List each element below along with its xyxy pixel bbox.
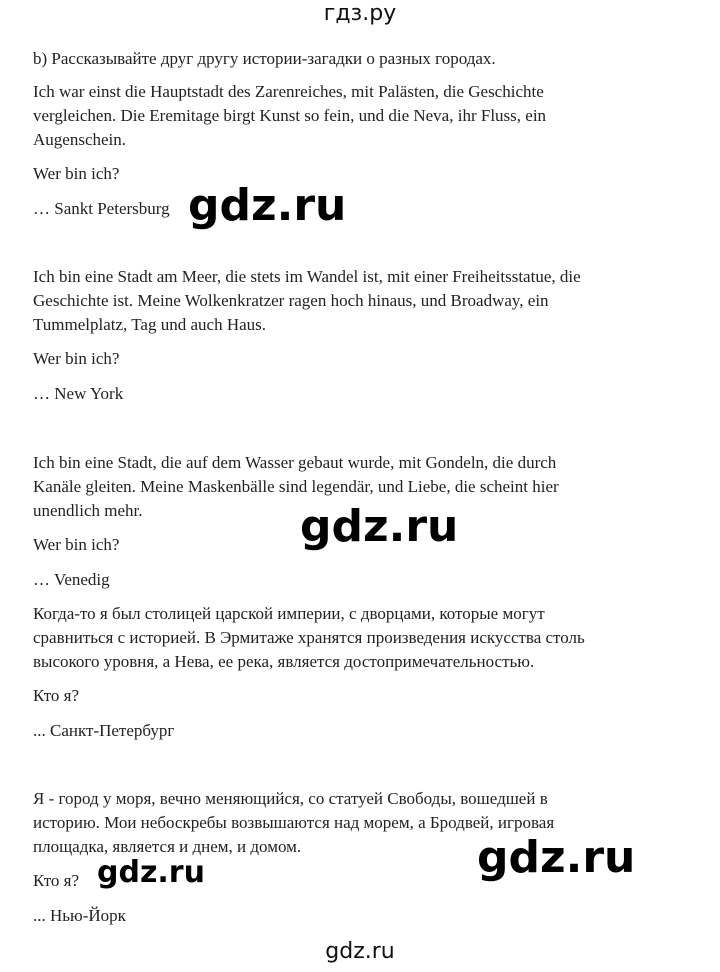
riddle-line: Kanäle gleiten. Meine Maskenbälle sind legendär, und Liebe, die scheint hier	[33, 477, 559, 496]
task-label: b) Рассказывайте друг другу истории-загадки о разных городах.	[33, 49, 496, 68]
site-footer: gdz.ru	[325, 939, 395, 964]
watermark: gdz.ru	[477, 832, 636, 883]
riddle-answer: ... Санкт-Петербург	[33, 721, 175, 740]
riddle-question: Wer bin ich?	[33, 535, 120, 554]
riddle-line: Ich bin eine Stadt, die auf dem Wasser gebaut wurde, mit Gondeln, die durch	[33, 453, 557, 472]
riddle-answer: … Venedig	[33, 570, 110, 589]
riddle-line: Когда-то я был столицей царской империи, с дворцами, которые могут	[33, 604, 545, 623]
riddle-line: сравниться с историей. В Эрмитаже хранятся произведения искусства столь	[33, 628, 585, 647]
riddle-line: Ich bin eine Stadt am Meer, die stets im Wandel ist, mit einer Freiheitsstatue, die	[33, 267, 581, 286]
riddle-question: Кто я?	[33, 686, 80, 705]
riddle-line: историю. Мои небоскребы возвышаются над морем, а Бродвей, игровая	[33, 813, 555, 832]
riddle-line: Я - город у моря, вечно меняющийся, со статуей Свободы, вошедшей в	[33, 789, 548, 808]
riddle-question: Wer bin ich?	[33, 164, 120, 183]
riddle-line: площадка, является и днем, и домом.	[33, 837, 302, 856]
riddle-line: Ich war einst die Hauptstadt des Zarenreiches, mit Palästen, die Geschichte	[33, 82, 544, 101]
riddle-answer: … Sankt Petersburg	[33, 199, 170, 218]
site-header: гдз.ру	[323, 1, 397, 26]
watermark: gdz.ru	[300, 501, 459, 552]
riddle-line: vergleichen. Die Eremitage birgt Kunst so fein, und die Neva, ihr Fluss, ein	[33, 106, 547, 125]
riddle-question: Wer bin ich?	[33, 349, 120, 368]
riddle-line: Geschichte ist. Meine Wolkenkratzer ragen hoch hinaus, und Broadway, ein	[33, 291, 549, 310]
riddle-answer: ... Нью-Йорк	[33, 906, 126, 925]
riddle-line: Tummelplatz, Tag und auch Haus.	[33, 315, 267, 334]
riddle-question: Кто я?	[33, 871, 80, 890]
riddle-line: Augenschein.	[33, 130, 127, 149]
watermark: gdz.ru	[97, 855, 205, 890]
watermark: gdz.ru	[188, 180, 347, 231]
riddle-line: высокого уровня, а Нева, ее река, является достопримечательностью.	[33, 652, 535, 671]
riddle-answer: … New York	[33, 384, 124, 403]
riddle-line: unendlich mehr.	[33, 501, 143, 520]
